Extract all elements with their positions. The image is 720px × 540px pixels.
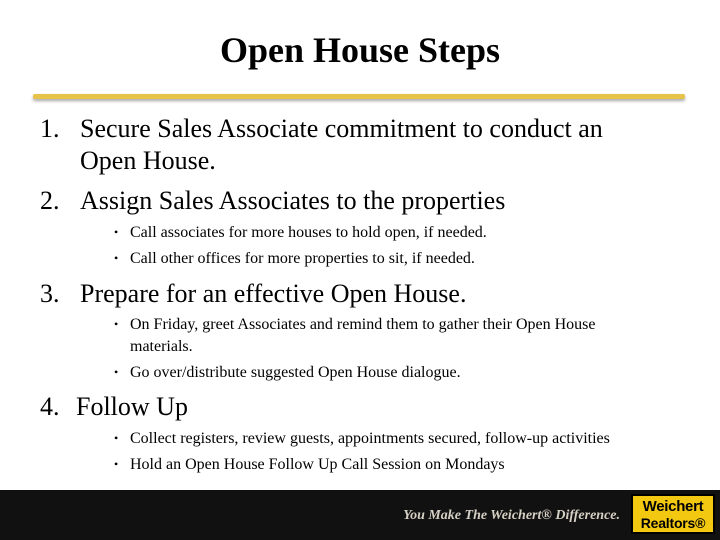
subitem-text-line2: materials. xyxy=(130,338,193,355)
step-4-text: Follow Up xyxy=(76,392,188,421)
step-2-text: Assign Sales Associates to the properties xyxy=(80,186,506,215)
subitem-text-line1: On Friday, greet Associates and remind them to gather their Open House xyxy=(130,316,596,333)
weichert-logo xyxy=(631,494,715,534)
bullet-icon: • xyxy=(114,251,119,265)
bullet-icon: • xyxy=(114,365,119,379)
bullet-icon: • xyxy=(114,431,119,445)
subitem-text: Call associates for more houses to hold open, if needed. xyxy=(130,224,487,241)
step-1-text-line1: Secure Sales Associate commitment to conduct an xyxy=(80,114,603,143)
slide-title: Open House Steps xyxy=(219,30,501,70)
logo-line2: Realtors® xyxy=(640,515,706,531)
title-divider xyxy=(33,94,685,99)
step-3-number: 3. xyxy=(40,279,60,308)
subitem-text: Call other offices for more properties to sit, if needed. xyxy=(130,250,475,267)
bullet-icon: • xyxy=(114,457,119,471)
footer-tagline: You Make The Weichert® Difference. xyxy=(403,508,620,523)
footer-bar xyxy=(0,490,720,540)
step-4-number: 4. xyxy=(40,392,60,421)
step-1-number: 1. xyxy=(40,114,60,143)
subitem-text: Hold an Open House Follow Up Call Session on Mondays xyxy=(130,456,505,473)
bullet-icon: • xyxy=(114,317,119,331)
logo-line1: Weichert xyxy=(642,498,704,515)
step-3-text: Prepare for an effective Open House. xyxy=(80,279,467,308)
step-2-number: 2. xyxy=(40,186,60,215)
subitem-text: Go over/distribute suggested Open House dialogue. xyxy=(130,364,461,381)
step-1-text-line2: Open House. xyxy=(80,146,216,175)
subitem-text: Collect registers, review guests, appointments secured, follow-up activities xyxy=(130,430,610,447)
bullet-icon: • xyxy=(114,225,119,239)
